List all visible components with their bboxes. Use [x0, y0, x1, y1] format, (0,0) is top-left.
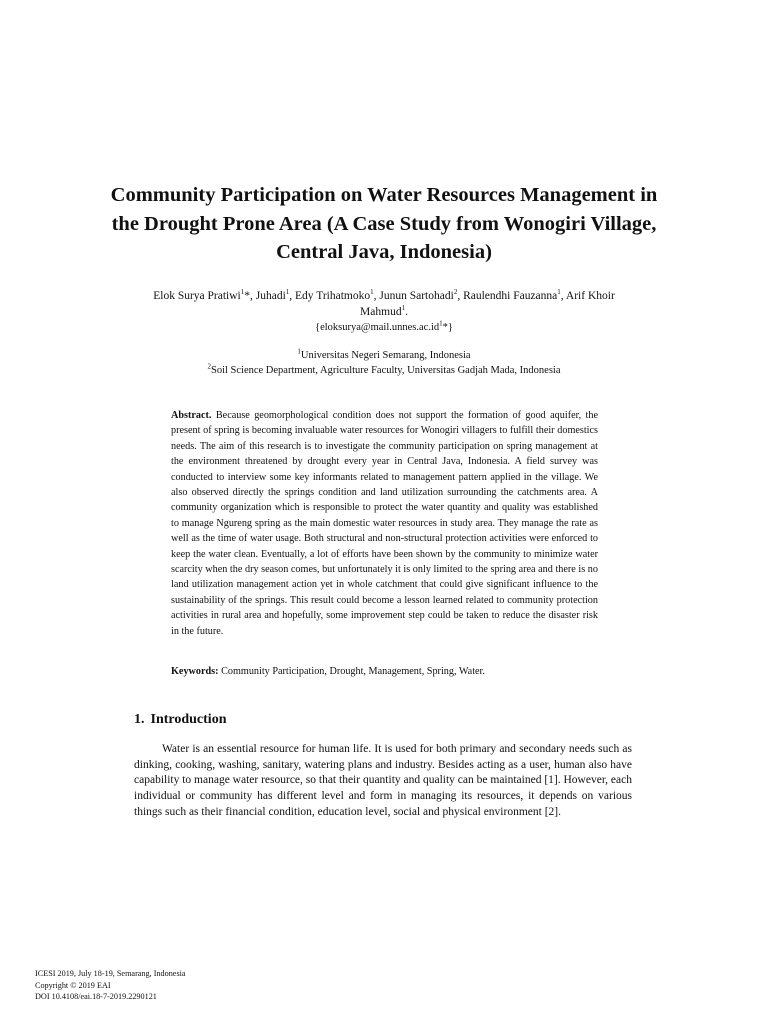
paper-title: Community Participation on Water Resources Management in the Drought Prone Area (A Case Study from Wonogiri Village, Central Java, Indonesia)	[110, 184, 658, 263]
doi: DOI 10.4108/eai.18-7-2019.2290121	[35, 992, 157, 1002]
page-footer	[35, 968, 335, 1003]
keywords-text: Community Participation, Drought, Management, Spring, Water.	[221, 666, 485, 677]
intro-paragraph: Water is an essential resource for human life. It is used for both primary and secondary needs such as dinking, cooking, washing, sanitary, watering plans and industry. Besides acting as a user, human also have capability to manage water resource, so that their quantity and quality can be maintained [1]. However, each individual or community has different level and form in managing its resources, it depends on various things such as their financial condition, education level, social and physical environment [2].	[134, 743, 632, 818]
section-number: 1.	[134, 712, 145, 727]
affiliation-list	[130, 349, 638, 378]
section-title: Introduction	[150, 712, 227, 727]
author: Elok Surya Pratiwi$^1$*,	[153, 288, 256, 302]
author: Junun Sartohadi$^2$,	[379, 288, 464, 302]
author: Raulendhi Fauzanna$^1$,	[463, 288, 566, 302]
copyright-notice: Copyright © 2019 EAI	[35, 980, 111, 990]
author: Juhadi$^1$,	[255, 288, 296, 302]
author: Arif Khoir Mahmud$^1$.	[360, 290, 615, 318]
abstract	[171, 408, 598, 639]
section-heading	[134, 711, 226, 729]
corresponding-email: $\{eloksurya@mail.unnes.ac.id^1*\}$	[315, 319, 453, 333]
abstract-label: Abstract.	[171, 410, 212, 421]
author-list	[130, 288, 638, 320]
conference-info: ICESI 2019, July 18-19, Semarang, Indonesia	[35, 969, 186, 978]
affiliation: $^2$Soil Science Department, Agriculture Faculty, Universitas Gadjah Mada, Indonesia	[207, 362, 561, 376]
keywords	[171, 665, 598, 679]
author: Edy Trihatmoko$^1$,	[295, 288, 380, 302]
affiliation: $^1$Universitas Negeri Semarang, Indonesia	[297, 347, 471, 361]
keywords-label: Keywords:	[171, 666, 219, 677]
abstract-text: Because geomorphological condition does not support the formation of good aquifer, the present of spring is becoming invaluable water resources for Wonogiri villagers to fulfill their domestics needs. The aim of this research is to investigate the community participation on spring management at the environment threatened by drought every year in Central Java, Indonesia. A field survey was conducted to interview some key informants related to management pattern applied in the village. We also observed directly the springs condition and land utilization surrounding the catchments area. A community organization which is responsible to protect the water quantity and quality was established to manage Ngureng spring as the main domestic water resources in study area. They manage the rate as well as the time of water usage. Both structural and non-structural protection activities were enforced to keep the water clean. Eventually, a lot of efforts have been shown by the community to minimize water scarcity when the dry season comes, but unfortunately it is only limited to the spring area and there is no land utilization management action yet in whole catchment that could give significant influence to the sustainability of the springs. This result could become a lesson learned related to community protection activities in rural area and hopefully, some improvement step could be taken to reduce the disaster risk in the future.	[171, 410, 598, 637]
